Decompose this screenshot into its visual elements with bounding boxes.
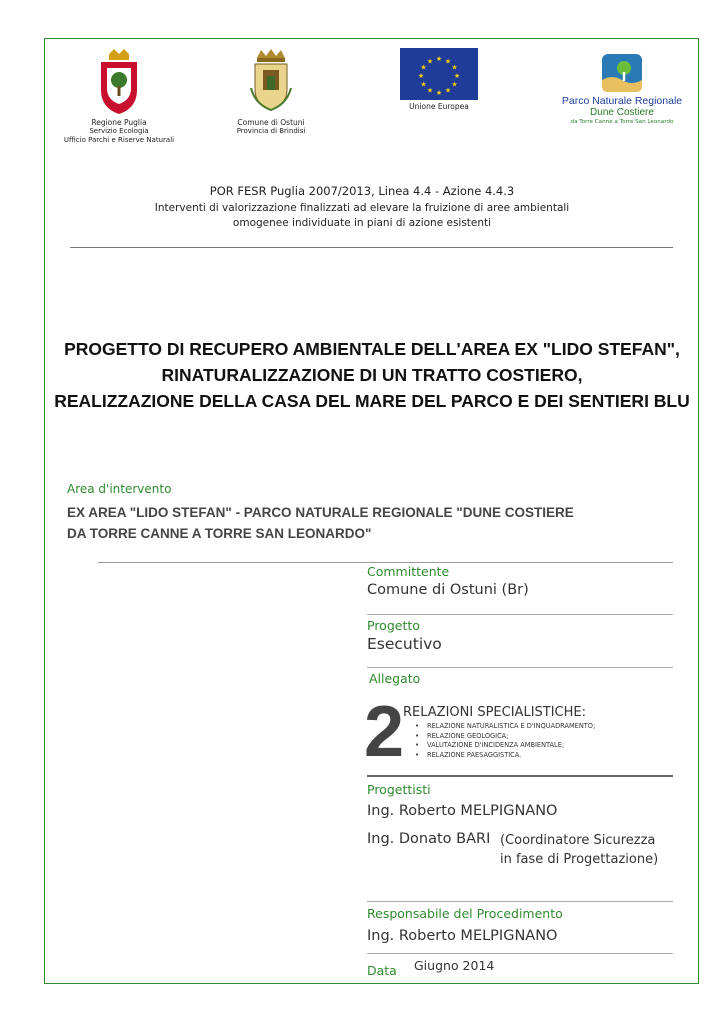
- svg-text:★: ★: [435, 89, 443, 97]
- funding-line-1: POR FESR Puglia 2007/2013, Linea 4.4 - Azione 4.4.3: [209, 184, 515, 198]
- svg-text:★: ★: [435, 55, 443, 63]
- comune-name: Comune di Ostuni: [237, 118, 305, 127]
- svg-text:★: ★: [451, 80, 458, 89]
- regione-office: Ufficio Parchi e Riserve Naturali: [63, 136, 175, 144]
- responsabile-value: Ing. Roberto MELPIGNANO: [367, 928, 558, 944]
- area-line-1: EX AREA "LIDO STEFAN" - PARCO NATURALE REGIONALE "DUNE COSTIERE: [67, 505, 574, 520]
- allegato-number: 2: [364, 692, 405, 772]
- parco-title: Parco Naturale Regionale: [561, 95, 683, 107]
- progetto-label: Progetto: [367, 618, 420, 633]
- progettisti-divider: [367, 901, 673, 902]
- project-title-line-1: PROGETTO DI RECUPERO AMBIENTALE DELL'AREA EX "LIDO STEFAN",: [64, 339, 680, 359]
- parco-subtitle: Dune Costiere: [590, 107, 654, 118]
- progettista-2-role-line-2: in fase di Progettazione): [500, 852, 659, 867]
- funding-line-3: omogenee individuate in piani di azione esistenti: [232, 217, 492, 229]
- progettista-2-role-line-1: (Coordinatore Sicurezza: [500, 833, 656, 848]
- project-title-line-2: RINATURALIZZAZIONE DI UN TRATTO COSTIERO,: [161, 365, 583, 385]
- parco-location: da Torre Canne a Torre San Leonardo: [570, 119, 674, 125]
- project-title-line-3: REALIZZAZIONE DELLA CASA DEL MARE DEL PARCO E DEI SENTIERI BLU: [54, 391, 690, 411]
- eu-flag: [400, 48, 478, 100]
- committente-label: Committente: [367, 564, 450, 579]
- eu-caption: Unione Europea: [409, 102, 469, 111]
- allegato-list: [413, 722, 595, 760]
- progetto-divider: [367, 667, 673, 668]
- svg-text:★: ★: [444, 86, 452, 95]
- svg-text:★: ★: [426, 57, 434, 66]
- funding-line-2: Interventi di valorizzazione finalizzati ad elevare la fruizione di aree ambientali: [154, 202, 570, 214]
- svg-text:★: ★: [417, 72, 425, 80]
- comune-ostuni-crest: [247, 48, 295, 114]
- area-line-2: DA TORRE CANNE A TORRE SAN LEONARDO": [67, 526, 372, 541]
- responsabile-divider: [367, 953, 673, 954]
- svg-text:★: ★: [426, 86, 434, 95]
- list-item: • RELAZIONE GEOLOGICA;: [413, 732, 595, 742]
- area-label: Area d'intervento: [67, 482, 172, 496]
- progettista-2-name: Ing. Donato BARI: [367, 831, 491, 847]
- committente-value: Comune di Ostuni (Br): [367, 582, 529, 598]
- list-item: • VALUTAZIONE D'INCIDENZA AMBIENTALE;: [413, 741, 595, 751]
- area-divider: [98, 562, 673, 563]
- allegato-heading: RELAZIONI SPECIALISTICHE:: [403, 705, 587, 720]
- svg-text:★: ★: [420, 80, 427, 89]
- regione-puglia-logo: [95, 48, 143, 116]
- list-item: • RELAZIONE PAESAGGISTICA.: [413, 751, 595, 761]
- svg-text:★: ★: [444, 57, 452, 66]
- svg-text:★: ★: [453, 72, 461, 80]
- comune-province: Provincia di Brindisi: [236, 127, 306, 135]
- svg-text:★: ★: [420, 63, 427, 72]
- progettista-1: Ing. Roberto MELPIGNANO: [367, 803, 558, 819]
- data-value: Giugno 2014: [414, 958, 495, 973]
- svg-text:★: ★: [451, 63, 458, 72]
- data-label: Data: [367, 963, 397, 978]
- regione-service: Servizio Ecologia: [89, 127, 149, 135]
- parco-logo: [600, 52, 644, 94]
- progetto-value: Esecutivo: [367, 635, 442, 653]
- progettisti-label: Progettisti: [367, 782, 431, 797]
- allegato-label: Allegato: [369, 671, 421, 686]
- responsabile-label: Responsabile del Procedimento: [367, 906, 563, 921]
- committente-divider: [367, 614, 673, 615]
- regione-name: Regione Puglia: [91, 118, 147, 127]
- allegato-divider: [367, 775, 673, 777]
- list-item: • RELAZIONE NATURALISTICA E D'INQUADRAMENTO;: [413, 722, 595, 732]
- header-divider: [70, 247, 673, 248]
